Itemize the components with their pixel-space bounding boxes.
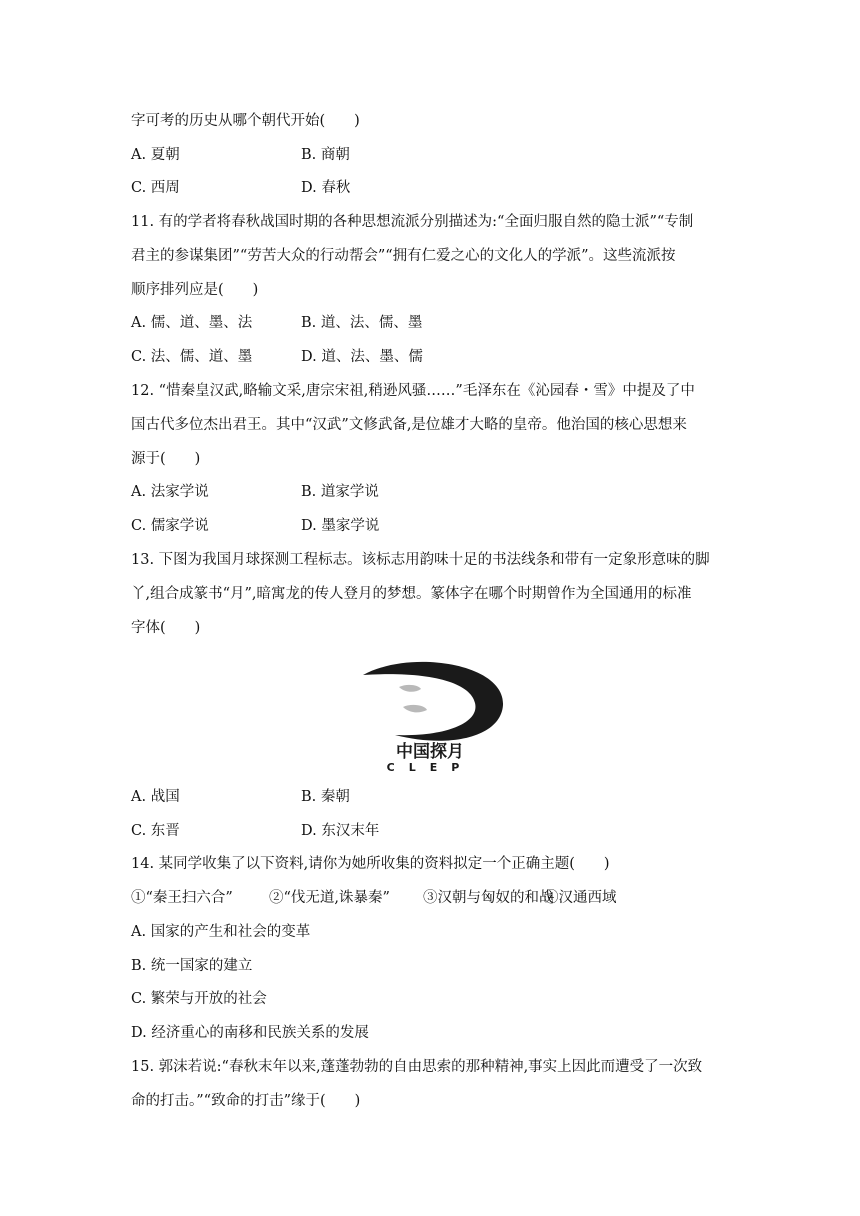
q12-option-b: B. 道家学说 — [301, 484, 379, 500]
q11-stem-line-2: 君主的参谋集团”“劳苦大众的行动帮会”“拥有仁爱之心的文化人的学派”。这些流派按 — [131, 248, 676, 264]
logo-chinese-text: 中国探月 — [396, 742, 464, 762]
q14-stem: 14. 某同学收集了以下资料,请你为她所收集的资料拟定一个正确主题( ) — [131, 856, 610, 872]
q12-stem-line-1: 12. “惜秦皇汉武,略输文采,唐宗宋祖,稍逊风骚……”毛泽东在《沁园春・雪》中提及了中 — [131, 383, 695, 399]
logo-footprint-lower — [403, 705, 427, 713]
q13-stem-line-3: 字体( ) — [131, 620, 201, 636]
q12-option-d: D. 墨家学说 — [301, 518, 380, 534]
q13-option-c: C. 东晋 — [131, 823, 180, 839]
logo-crescent-stroke — [363, 662, 503, 741]
logo-english-text: CLEP — [386, 761, 474, 773]
q11-option-a: A. 儒、道、墨、法 — [131, 315, 253, 331]
q11-stem-line-1: 11. 有的学者将春秋战国时期的各种思想流派分别描述为:“全面归服自然的隐士派”“专制 — [131, 214, 694, 230]
q15-stem-line-2: 命的打击。”“致命的打击”缘于( ) — [131, 1093, 361, 1109]
q11-stem-line-3: 顺序排列应是( ) — [131, 282, 259, 298]
q15-stem-line-1: 15. 郭沫若说:“春秋末年以来,蓬蓬勃勃的自由思索的那种精神,事实上因此而遭受了一次致 — [131, 1059, 703, 1075]
q14-option-b: B. 统一国家的建立 — [131, 958, 253, 974]
q14-material-3: ③汉朝与匈奴的和战 — [423, 890, 554, 906]
q14-material-4: ④汉通西域 — [544, 890, 617, 906]
q10-option-c: C. 西周 — [131, 180, 180, 196]
q10-option-a: A. 夏朝 — [131, 147, 180, 163]
clep-lunar-logo — [355, 655, 505, 773]
q12-option-a: A. 法家学说 — [131, 484, 209, 500]
q10-stem-tail: 字可考的历史从哪个朝代开始( ) — [131, 113, 360, 129]
q12-option-c: C. 儒家学说 — [131, 518, 209, 534]
q14-material-1: ①“秦王扫六合” — [131, 890, 233, 906]
q14-material-2: ②“伐无道,诛暴秦” — [269, 890, 390, 906]
q14-option-c: C. 繁荣与开放的社会 — [131, 991, 267, 1007]
q14-option-a: A. 国家的产生和社会的变革 — [131, 924, 311, 940]
q12-stem-line-3: 源于( ) — [131, 451, 201, 467]
q13-option-a: A. 战国 — [131, 789, 180, 805]
q13-option-b: B. 秦朝 — [301, 789, 350, 805]
q12-stem-line-2: 国古代多位杰出君王。其中“汉武”文修武备,是位雄才大略的皇帝。他治国的核心思想来 — [131, 417, 687, 433]
q14-option-d: D. 经济重心的南移和民族关系的发展 — [131, 1025, 369, 1041]
q11-option-d: D. 道、法、墨、儒 — [301, 349, 423, 365]
logo-footprint-upper — [399, 685, 421, 692]
q13-stem-line-2: 丫,组合成篆书“月”,暗寓龙的传人登月的梦想。篆体字在哪个时期曾作为全国通用的标准 — [131, 586, 692, 602]
q10-option-b: B. 商朝 — [301, 147, 350, 163]
q11-option-c: C. 法、儒、道、墨 — [131, 349, 253, 365]
q13-option-d: D. 东汉末年 — [301, 823, 380, 839]
q10-option-d: D. 春秋 — [301, 180, 351, 196]
q13-stem-line-1: 13. 下图为我国月球探测工程标志。该标志用韵味十足的书法线条和带有一定象形意味的脚 — [131, 552, 710, 568]
q11-option-b: B. 道、法、儒、墨 — [301, 315, 423, 331]
